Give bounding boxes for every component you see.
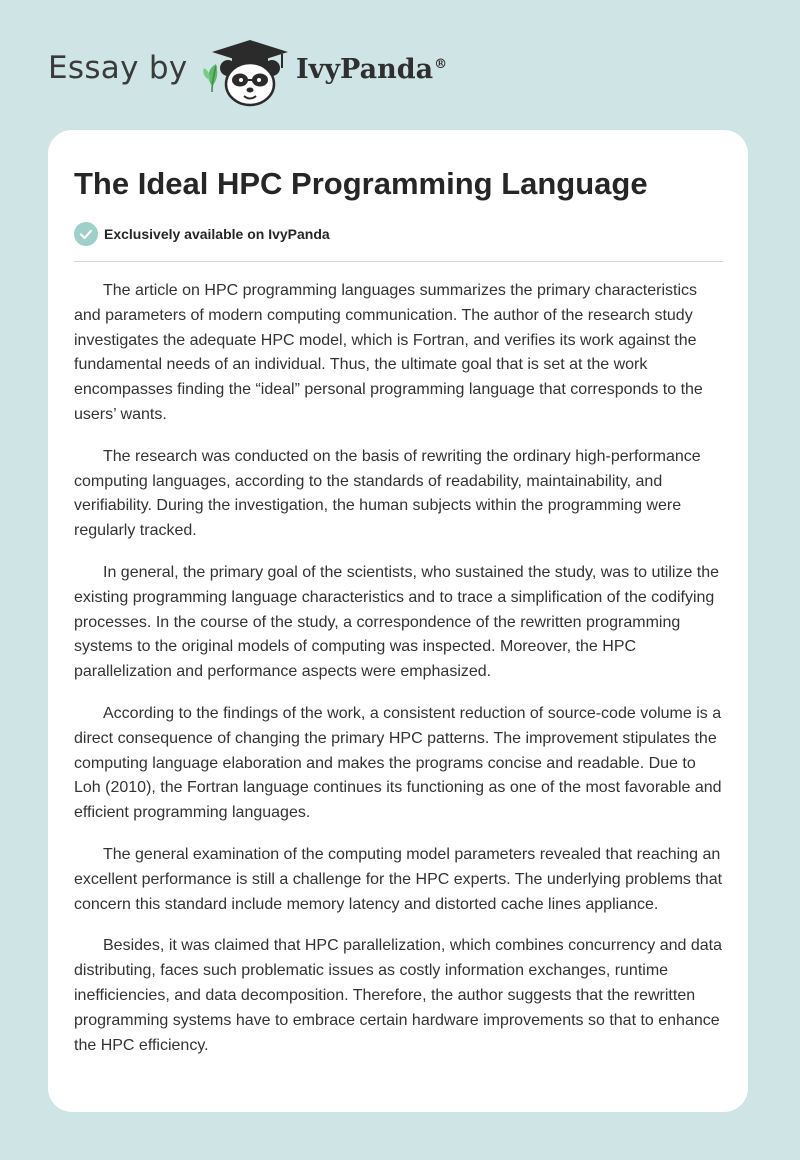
essay-paragraph: The article on HPC programming languages summarizes the primary characteristics and parameters of modern computing communication. The author of the research study investigates the adequate HPC model, which is Fortran, and verifies its work against the fundamental needs of an individual. Thus, the ultimate goal that is set at the work encompasses finding the “ideal” personal programming language that corresponds to the users’ wants. xyxy=(74,282,703,423)
essay-body xyxy=(74,279,724,1075)
site-header xyxy=(0,0,800,130)
exclusive-badge-label: Exclusively available on IvyPanda xyxy=(104,226,330,242)
leaf-icon xyxy=(203,64,217,92)
exclusive-badge xyxy=(74,222,330,246)
panda-logo-icon[interactable] xyxy=(198,36,294,108)
essay-paragraph: Besides, it was claimed that HPC parallelization, which combines concurrency and data distributing, faces such problematic issues as costly information exchanges, runtime inefficiencies, and data decomposition. Therefore, the author suggests that the rewritten programming systems have to embrace certain hardware improvements so that to enhance the HPC efficiency. xyxy=(74,937,722,1054)
essay-title: The Ideal HPC Programming Language xyxy=(74,166,648,201)
registered-mark: ® xyxy=(434,57,448,72)
check-circle-icon xyxy=(74,222,98,246)
essay-paragraph: The general examination of the computing model parameters revealed that reaching an excellent performance is still a challenge for the HPC experts. The underlying problems that concern this standard include memory latency and distorted cache lines appliance. xyxy=(74,845,723,913)
essay-paragraph: According to the findings of the work, a consistent reduction of source-code volume is a direct consequence of changing the primary HPC patterns. The improvement stipulates the computing language elaboration and makes the programs concise and readable. Due to Loh (2010), the Fortran language continues its functioning as one of the most favorable and efficient programming languages. xyxy=(74,704,722,822)
essay-card xyxy=(48,130,748,1112)
brand-name[interactable] xyxy=(296,54,447,85)
essay-paragraph: The research was conducted on the basis of rewriting the ordinary high-performance computing languages, according to the standards of readability, maintainability, and verifiability. During the investigation, the human subjects within the programming were regularly tracked. xyxy=(74,447,701,540)
divider xyxy=(74,261,723,262)
brand-name-text: IvyPanda xyxy=(296,54,434,85)
essay-paragraph: In general, the primary goal of the scientists, who sustained the study, was to utilize the existing programming language characteristics and to trace a simplification of the codifying processes. In the course of the study, a correspondence of the rewritten programming systems to the original models of computing was inspected. Moreover, the HPC parallelization and performance aspects were emphasized. xyxy=(74,563,720,681)
essay-by-label: Essay by xyxy=(48,50,188,86)
